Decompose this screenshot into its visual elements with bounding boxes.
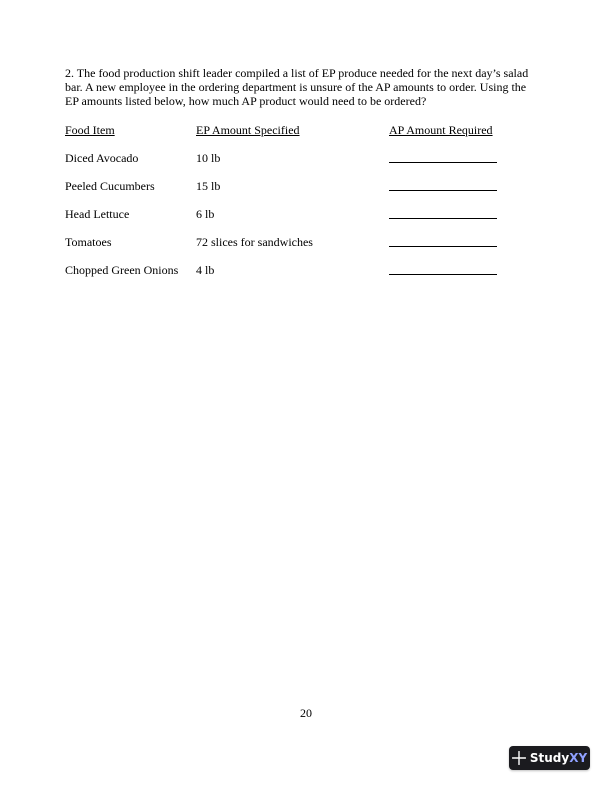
table-row [0,234,612,250]
ap-amount-blank[interactable] [389,162,497,163]
table-row [0,206,612,222]
header-ep-amount: EP Amount Specified [196,123,300,137]
table-header-row [0,122,612,138]
ep-amount-cell: 10 lb [196,151,221,165]
page-number: 20 [300,706,312,720]
plus-sparkle-icon [512,751,526,765]
studyxy-badge[interactable] [509,746,590,770]
ap-amount-blank[interactable] [389,274,497,275]
header-food-item: Food Item [65,123,115,137]
food-item-cell: Tomatoes [65,235,112,249]
question-line: 2. The food production shift leader compiled a list of EP produce needed for the next day’s salad [65,66,529,80]
badge-text-accent: XY [569,751,588,765]
ep-amount-cell: 72 slices for sandwiches [196,235,313,249]
food-item-cell: Head Lettuce [65,207,130,221]
ap-amount-blank[interactable] [389,190,497,191]
ep-amount-cell: 4 lb [196,263,215,277]
ap-amount-blank[interactable] [389,218,497,219]
ep-amount-cell: 6 lb [196,207,215,221]
food-item-cell: Diced Avocado [65,151,139,165]
ep-amount-cell: 15 lb [196,179,221,193]
food-item-cell: Peeled Cucumbers [65,179,155,193]
ap-amount-blank[interactable] [389,246,497,247]
header-ap-amount: AP Amount Required [389,123,493,137]
question-line: EP amounts listed below, how much AP product would need to be ordered? [65,94,427,108]
table-row [0,262,612,278]
question-text [65,66,547,108]
badge-text-main: Study [529,751,570,765]
table-row [0,150,612,166]
food-item-cell: Chopped Green Onions [65,263,179,277]
badge-label [530,751,587,765]
question-line: bar. A new employee in the ordering department is unsure of the AP amounts to order. Using the [65,80,527,94]
table-row [0,178,612,194]
